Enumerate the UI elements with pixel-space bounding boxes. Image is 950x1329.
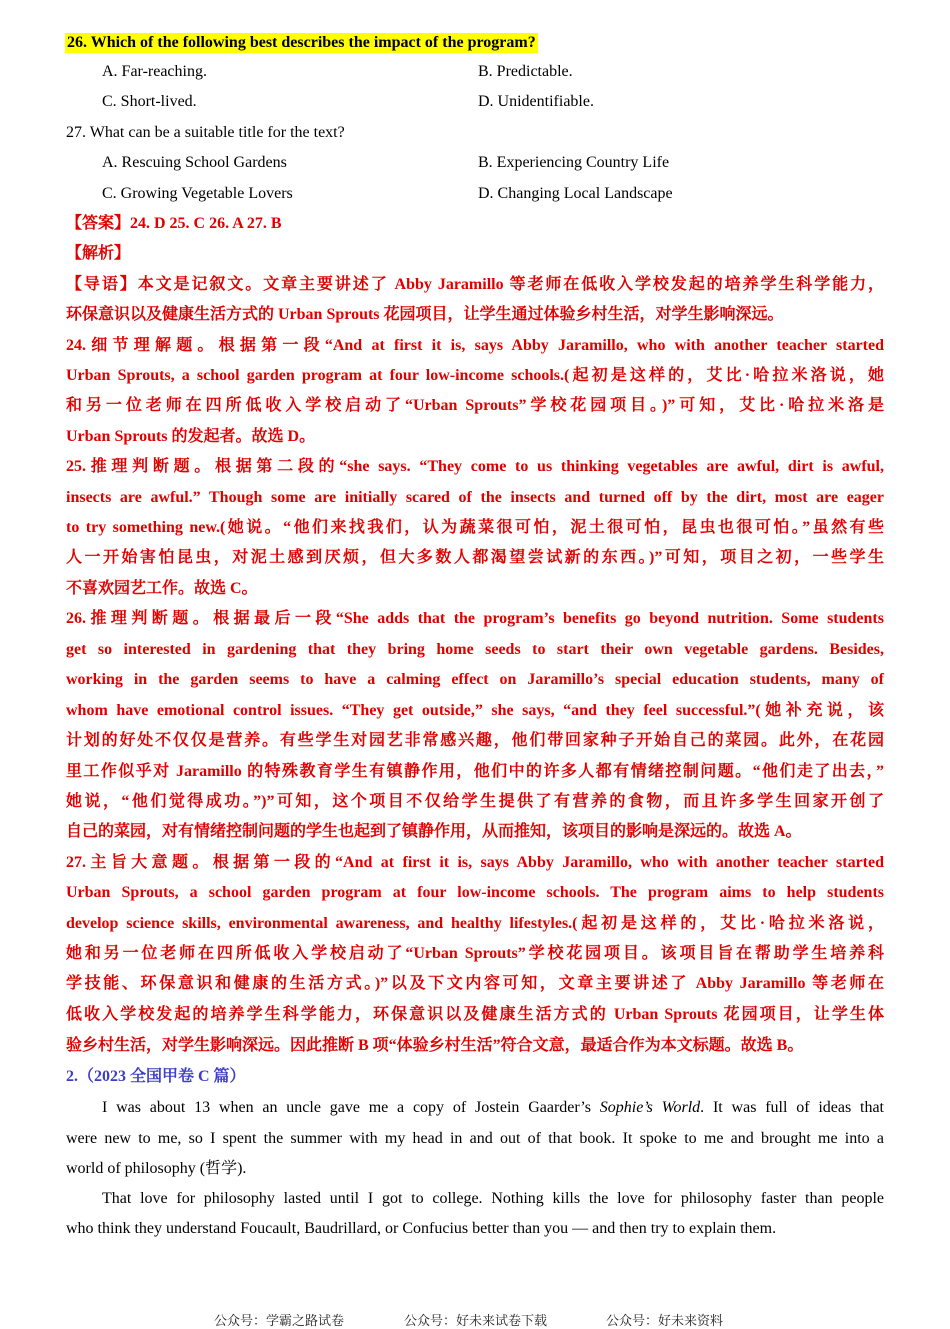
explanation-line: 低收入学校发起的培养学生科学能力，环保意识以及健康生活方式的 Urban Sprouts 花园项目，让学生体 [66,1006,884,1023]
question-27-option-c: C. Growing Vegetable Lovers [102,185,293,202]
analysis-label: 【解析】 [66,245,131,262]
explanation-line: 26.推理判断题。根据最后一段“She adds that the program’s benefits go beyond nutrition. Some students [66,610,884,627]
explanation-line: get so interested in gardening that they bring home seeds to start their own vegetable gardens. Besides, [66,641,884,658]
explanation-line: 学技能、环保意识和健康的生活方式。)”以及下文内容可知，文章主要讲述了 Abby Jaramillo 等老师在 [66,975,884,992]
passage-paragraph-1-line-1: I was about 13 when an uncle gave me a copy of Jostein Gaarder’s Sophie’s World. It was full of ideas that [102,1099,885,1116]
explanation-line: 人一开始害怕昆虫，对泥土感到厌烦，但大多数人都渴望尝试新的东西。)”可知，项目之初，一些学生 [66,549,884,566]
footer-account-1: 公众号：学霸之路试卷 [214,1314,345,1329]
question-26-option-a: A. Far-reaching. [102,63,207,80]
explanation-line: Urban Sprouts, a school garden program at four low-income schools.(起初是这样的，艾比·哈拉米洛说，她 [66,367,884,384]
book-title: Sophie’s World [599,1099,701,1116]
explanation-line: insects are awful.” Though some are initially scared of the insects and turned off by the dirt, most are eager [66,489,884,506]
explanation-line: to try something new.(她说。“他们来找我们，认为蔬菜很可怕，泥土很可怕，昆虫也很可怕。”虽然有些 [66,519,884,536]
explanation-line: 环保意识以及健康生活方式的 Urban Sprouts 花园项目，让学生通过体验乡村生活，对学生影响深远。 [66,306,784,323]
question-26-title: 26. Which of the following best describes the impact of the program? [67,34,536,51]
explanation-line: 24.细节理解题。根据第一段“And at first it is, says Abby Jaramillo, who with another teacher started [66,337,884,354]
answer-line: 【答案】24. D 25. C 26. A 27. B [66,215,282,232]
passage-paragraph-2-line-1: That love for philosophy lasted until I got to college. Nothing kills the love for philosophy faster than people [102,1190,884,1207]
explanation-line: 25.推理判断题。根据第二段的“she says. “They come to us thinking vegetables are awful, dirt is awful, [66,458,884,475]
explanation-line: develop science skills, environmental awareness, and healthy lifestyles.(起初是这样的，艾比·哈拉米洛说， [66,915,884,932]
question-27-option-a: A. Rescuing School Gardens [102,154,287,171]
explanation-line: 计划的好处不仅仅是营养。有些学生对园艺非常感兴趣，他们带回家种子开始自己的菜园。此外，在花园 [66,732,884,749]
explanation-line: whom have emotional control issues. “They get outside,” she says, “and they feel successful.”(她补充说，该 [66,702,884,719]
question-26-option-c: C. Short-lived. [102,93,197,110]
explanation-line: 27.主旨大意题。根据第一段的“And at first it is, says Abby Jaramillo, who with another teacher started [66,854,884,871]
passage-paragraph-1-line-2: were new to me, so I spent the summer with my head in and out of that book. It spoke to me and brought me into a [66,1130,884,1147]
explanation-line: working in the garden seems to have a calming effect on Jaramillo’s special education students, many of [66,671,884,688]
question-27-title: 27. What can be a suitable title for the text? [66,124,345,141]
explanation-line: Urban Sprouts 的发起者。故选 D。 [66,428,316,445]
question-27-option-d: D. Changing Local Landscape [478,185,673,202]
passage-paragraph-1-line-3: world of philosophy (哲学). [66,1160,247,1177]
explanation-line: Urban Sprouts, a school garden program at four low-income schools. The program aims to help students [66,884,884,901]
section-2-heading: 2.（2023 全国甲卷 C 篇） [66,1068,246,1085]
explanation-line: 和另一位老师在四所低收入学校启动了“Urban Sprouts”学校花园项目。)”可知，艾比·哈拉米洛是 [66,397,884,414]
passage-paragraph-2-line-2: who think they understand Foucault, Baudrillard, or Confucius better than you — and then try to explain them. [66,1220,777,1237]
explanation-line: 自己的菜园，对有情绪控制问题的学生也起到了镇静作用，从而推知，该项目的影响是深远的。故选 A。 [66,823,802,840]
footer-account-3: 公众号：好未来资料 [606,1314,724,1329]
question-26-option-b: B. Predictable. [478,63,573,80]
explanation-line: 【导语】本文是记叙文。文章主要讲述了 Abby Jaramillo 等老师在低收入学校发起的培养学生科学能力， [66,276,884,293]
footer-account-2: 公众号：好未来试卷下载 [404,1314,548,1329]
question-26-option-d: D. Unidentifiable. [478,93,594,110]
explanation-line: 验乡村生活，对学生影响深远。因此推断 B 项“体验乡村生活”符合文意，最适合作为本文标题。故选 B。 [66,1037,804,1054]
explanation-line: 她说，“他们觉得成功。”)”可知，这个项目不仅给学生提供了有营养的食物，而且许多学生回家开创了 [66,793,884,810]
explanation-line: 不喜欢园艺工作。故选 C。 [66,580,258,597]
question-27-option-b: B. Experiencing Country Life [478,154,670,171]
explanation-line: 她和另一位老师在四所低收入学校启动了“Urban Sprouts”学校花园项目。该项目旨在帮助学生培养科 [66,945,884,962]
explanation-line: 里工作似乎对 Jaramillo 的特殊教育学生有镇静作用，他们中的许多人都有情绪控制问题。“他们走了出去，” [66,763,884,780]
